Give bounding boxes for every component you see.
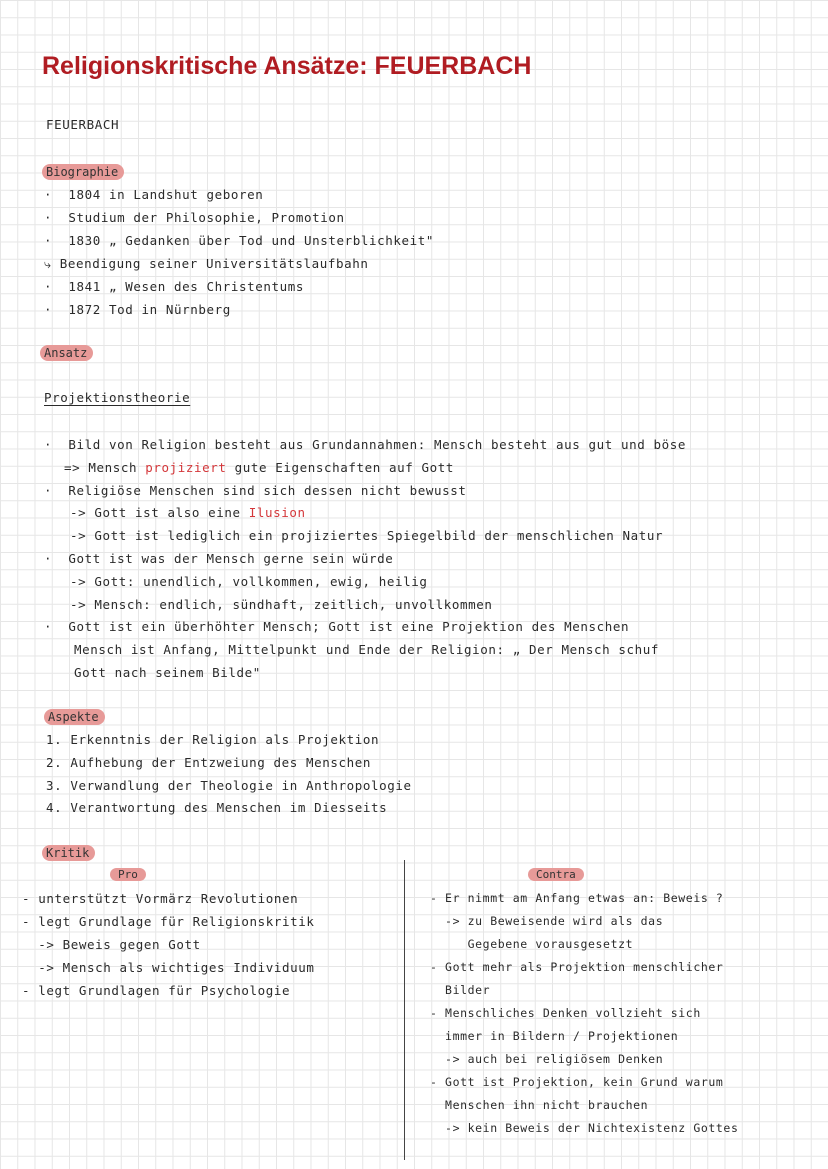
- list-item: - Gott mehr als Projektion menschlicher: [430, 960, 724, 974]
- list-item: · 1872 Tod in Nürnberg: [44, 302, 231, 317]
- highlight-text: Ilusion: [248, 505, 306, 520]
- list-item: 3. Verwandlung der Theologie in Anthropologie: [46, 778, 412, 793]
- list-item: - Gott ist Projektion, kein Grund warum: [430, 1075, 724, 1089]
- list-item: 4. Verantwortung des Menschen im Diesseits: [46, 800, 388, 815]
- list-item: -> Gott ist also eine Ilusion: [70, 505, 306, 520]
- list-item: 1. Erkenntnis der Religion als Projektion: [46, 732, 380, 747]
- list-item: -> auch bei religiösem Denken: [430, 1052, 664, 1066]
- list-item: ⤷ Beendigung seiner Universitätslaufbahn: [44, 256, 369, 271]
- aspekte-tag: Aspekte: [44, 709, 105, 725]
- list-item: Gegebene vorausgesetzt: [430, 937, 634, 951]
- list-item: -> zu Beweisende wird als das: [430, 914, 664, 928]
- list-item: immer in Bildern / Projektionen: [430, 1029, 679, 1043]
- list-item: -> Mensch als wichtiges Individuum: [22, 960, 315, 975]
- ansatz-tag: Ansatz: [40, 345, 93, 361]
- kritik-tag: Kritik: [42, 845, 95, 861]
- biographie-tag: Biographie: [42, 164, 124, 180]
- list-item: -> Beweis gegen Gott: [22, 937, 201, 952]
- subtitle: FEUERBACH: [46, 117, 120, 132]
- list-item: · 1830 „ Gedanken über Tod und Unsterblichkeit": [44, 233, 435, 248]
- list-item: -> kein Beweis der Nichtexistenz Gottes: [430, 1121, 739, 1135]
- list-item: · Gott ist ein überhöhter Mensch; Gott ist eine Projektion des Menschen: [44, 619, 630, 634]
- list-item: 2. Aufhebung der Entzweiung des Menschen: [46, 755, 372, 770]
- arrow-icon: ⤷: [44, 256, 52, 271]
- contra-tag: Contra: [528, 868, 584, 881]
- pro-tag: Pro: [110, 868, 146, 881]
- list-item: · 1804 in Landshut geboren: [44, 187, 264, 202]
- list-item: - Er nimmt am Anfang etwas an: Beweis ?: [430, 891, 724, 905]
- column-divider: [404, 860, 405, 1160]
- list-item: -> Gott ist lediglich ein projiziertes Spiegelbild der menschlichen Natur: [70, 528, 664, 543]
- list-item: · Religiöse Menschen sind sich dessen nicht bewusst: [44, 483, 467, 498]
- list-item: · Gott ist was der Mensch gerne sein würde: [44, 551, 394, 566]
- list-item: Menschen ihn nicht brauchen: [430, 1098, 649, 1112]
- list-item: Gott nach seinem Bilde": [74, 665, 261, 680]
- highlight-text: projiziert: [145, 460, 227, 475]
- list-item: · Bild von Religion besteht aus Grundannahmen: Mensch besteht aus gut und böse: [44, 437, 686, 452]
- list-item: · 1841 „ Wesen des Christentums: [44, 279, 305, 294]
- list-item: Mensch ist Anfang, Mittelpunkt und Ende der Religion: „ Der Mensch schuf: [74, 642, 660, 657]
- list-item: -> Gott: unendlich, vollkommen, ewig, heilig: [70, 574, 428, 589]
- list-item: => Mensch projiziert gute Eigenschaften auf Gott: [64, 460, 455, 475]
- list-item: - legt Grundlagen für Psychologie: [22, 983, 291, 998]
- list-item: -> Mensch: endlich, sündhaft, zeitlich, unvollkommen: [70, 597, 493, 612]
- list-item: Bilder: [430, 983, 491, 997]
- ansatz-heading: Projektionstheorie: [44, 390, 191, 405]
- page-title: Religionskritische Ansätze: FEUERBACH: [42, 52, 532, 80]
- list-item: - Menschliches Denken vollzieht sich: [430, 1006, 701, 1020]
- list-item: - unterstützt Vormärz Revolutionen: [22, 891, 299, 906]
- list-item: - legt Grundlage für Religionskritik: [22, 914, 315, 929]
- list-item: · Studium der Philosophie, Promotion: [44, 210, 345, 225]
